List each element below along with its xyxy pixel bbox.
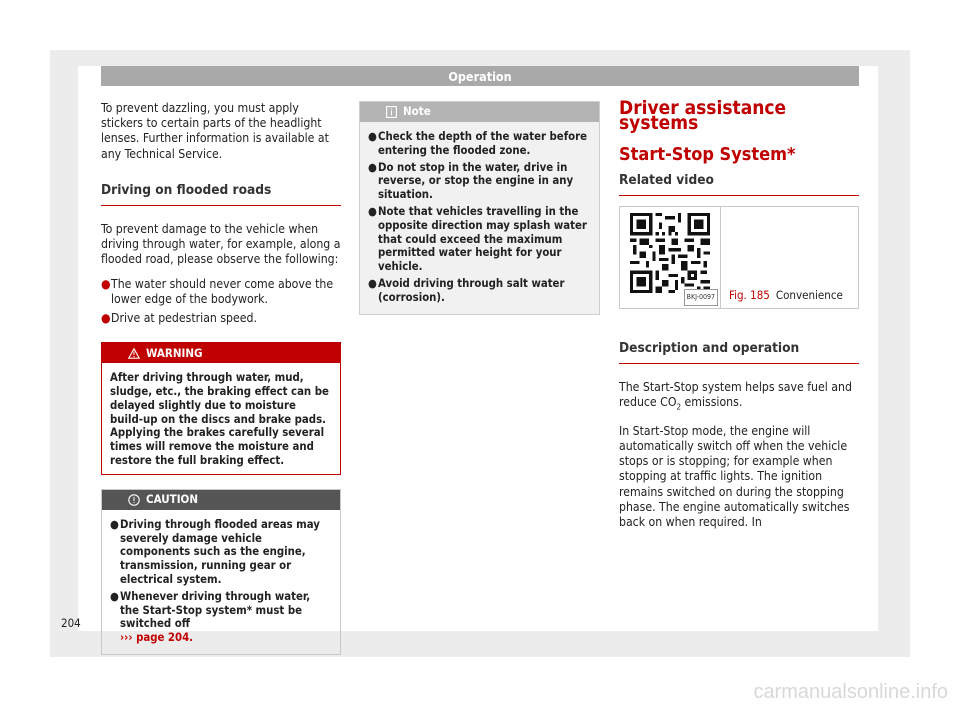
- note-box: [359, 101, 600, 315]
- caution-label: CAUTION: [146, 492, 199, 507]
- list-item: ● Note that vehicles travelling in the opposite direction may splash water that could exceed the maximum permitted water height for your vehicle.: [368, 204, 587, 274]
- column-right: [619, 97, 859, 539]
- figure-number: Fig. 185: [729, 287, 770, 302]
- warning-label: WARNING: [146, 345, 203, 360]
- column-middle: [359, 101, 600, 315]
- note-header: [360, 102, 599, 122]
- warning-box: [101, 342, 341, 475]
- section-heading: Start-Stop System*: [619, 144, 796, 166]
- warning-triangle-icon: [128, 348, 140, 359]
- qr-code-image[interactable]: [620, 207, 721, 308]
- warning-text: After driving through water, mud, sludge, etc., the braking effect can be delayed slightly due to moisture build-up on the discs and brake pads. Applying the brakes carefully several times will remove the moisture and restore the full braking effect.: [110, 371, 329, 468]
- caution-header: [102, 490, 340, 510]
- page-header: Operation: [101, 66, 859, 86]
- info-icon: [386, 106, 397, 118]
- figure-code: BKJ-0097: [684, 289, 718, 306]
- page-number: 204: [61, 616, 81, 630]
- watermark: carmanualsonline.info: [753, 681, 948, 703]
- section-title-flooded-roads: Driving on flooded roads: [101, 177, 341, 206]
- flooded-intro-paragraph: To prevent damage to the vehicle when driving through water, for example, along a flooded road, please observe the following:: [101, 222, 341, 267]
- list-item: ● The water should never come above the lower edge of the bodywork.: [101, 276, 334, 306]
- chapter-heading: Driver assistance systems: [619, 97, 787, 135]
- list-item: ● Do not stop in the water, drive in reverse, or stop the engine in any situation.: [368, 160, 574, 202]
- description-paragraph: The Start-Stop system helps save fuel and reduce $CO_2$ emissions.: [619, 380, 852, 412]
- column-left: [101, 101, 341, 655]
- operation-paragraph: In Start-Stop mode, the engine will automatically switch off when the vehicle stops or is stopping; for example when stopping at traffic lights. The ignition remains switched on during the stopping phase. The engine automatically switches back on when required. In: [619, 423, 850, 530]
- related-video-title: Related video: [619, 173, 859, 196]
- page-link[interactable]: ››› page 204.: [120, 631, 194, 645]
- list-item: ● Avoid driving through salt water (corrosion).: [368, 276, 565, 304]
- figure-caption-text: Convenience: [775, 287, 843, 302]
- section-title-description: Description and operation: [619, 335, 859, 364]
- list-item: ● Drive at pedestrian speed.: [101, 311, 257, 326]
- caution-body: [102, 510, 340, 654]
- note-body: [360, 122, 599, 314]
- note-label: Note: [403, 104, 431, 119]
- qr-code-icon: [630, 213, 710, 293]
- figure-185: [619, 206, 859, 309]
- figure-caption: [721, 207, 858, 308]
- intro-paragraph: To prevent dazzling, you must apply stickers to certain parts of the headlight lenses. Further information is available at any Technical Service.: [101, 101, 329, 161]
- caution-circle-icon: [128, 494, 140, 506]
- warning-header: [102, 343, 340, 363]
- list-item: ● Whenever driving through water, the Start-Stop system* must be switched off ››› page 204.: [110, 589, 311, 645]
- list-item: ● Check the depth of the water before entering the flooded zone.: [368, 130, 588, 157]
- caution-box: [101, 489, 341, 655]
- list-item: ● Driving through flooded areas may severely damage vehicle components such as the engine, transmission, running gear or electrical system.: [110, 517, 320, 586]
